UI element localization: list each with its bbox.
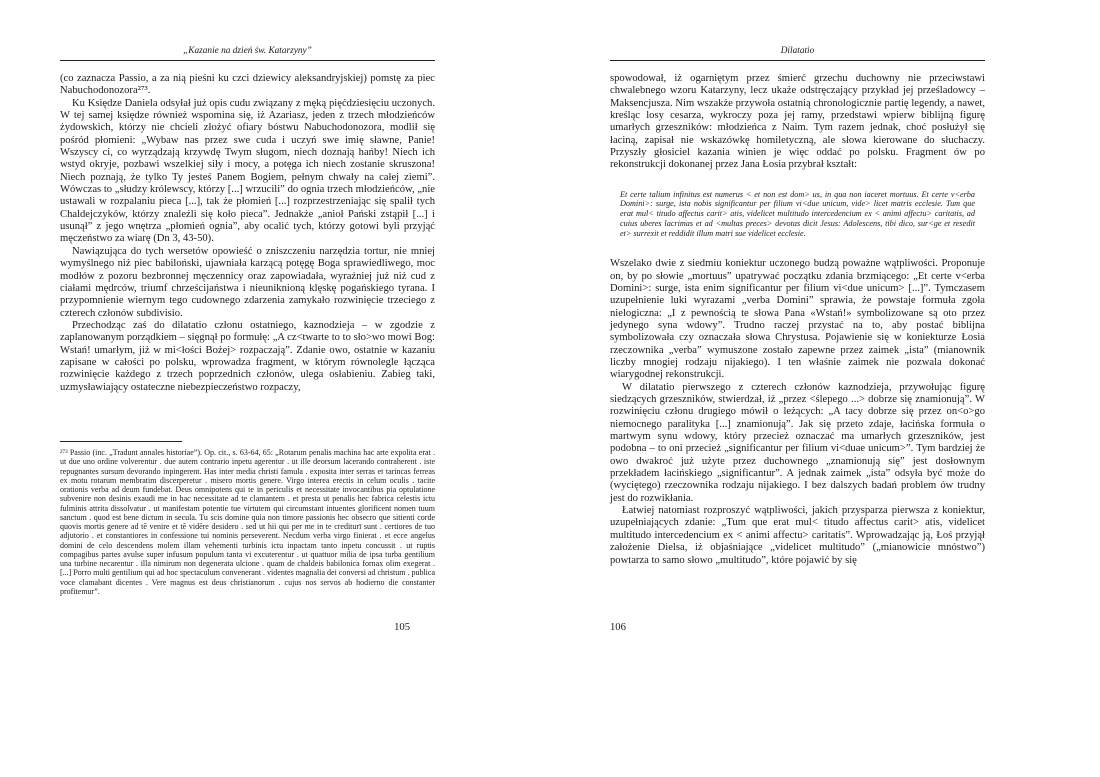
page-number: 105 — [394, 622, 410, 633]
header-rule — [60, 60, 435, 61]
right-page — [610, 0, 985, 777]
main-text — [610, 73, 985, 567]
paragraph: spowodował, iż ogarniętym przez śmierć grzechu duchowny nie przeciwstawi chwalebnego wzoru Katarzyny, lecz ukaże odstręczający przykład jej prześladowcy – Maksencjusza. Nim wszakże przywoła ostatnią chronologicznie partię legendy, a nawet, kreśląc losy cesarza, wykroczy poza jej ramy, przedstawi wpierw biblijną figurę umarłych grzeszników: młodzieńca z Naim. Tym razem jednak, choć posłużył się łaciną, zapisał nie wskazówkę homiletyczną, ale słowa kierowane do słuchaczy. Przyszły głosiciel kazania winien je więc oddać po polsku. Fragment ów po rekonstrukcji dokonanej przez Jana Łosia przybrał kształt: — [610, 73, 985, 171]
running-head: „Kazanie na dzień św. Katarzyny” — [183, 46, 312, 56]
block-quote: Et certe talium infinitus est numerus < et non est dom> us, in qua non iaceret mortuus. Et certe v<erba Domini>: surge, ista nobis significantur per filium vi<due unicum, vide> licet matris ecclesie. Tum que erat mul< titudo affectus carit> atis, videlicet multitudo intercedencium ex < animi affectu> caritatis, ad cuius uberes lacrimas et ad <multas preces> devotas dicit Jesus: Adolescens, tibi dico, sur<ge et resedit et> surrexit et reddidit illum matri sue videlicet ecclesie. — [620, 189, 975, 238]
page-number: 106 — [610, 622, 626, 633]
footnote-rule — [60, 441, 182, 442]
paragraph: Przechodząc zaś do dilatatio członu ostatniego, kaznodzieja – w zgodzie z zaplanowanym porządkiem – sięgnął po formułę: „A cz<twarte to to sło>wo mowi Bog: Wstań! umarłym, jiż w mi<łości Bożej> rozpaczają”. Zdanie owo, ostatnie w kazaniu zapisane w całości po polsku, wprowadza fragment, w którym równolegle łącząca rozwinięcie każdego z trzech poprzednich członów, ulega osłabieniu. Zabieg taki, uzmysławiający ostateczne niebezpieczeństwo rozpaczy, — [60, 319, 435, 393]
footnote — [60, 448, 435, 596]
paragraph: Wszelako dwie z siedmiu koniektur uczonego budzą poważne wątpliwości. Proponuje on, by po słowie „mortuus” upatrywać początku zdania brzmiącego: „Et certe v<erba Domini>: surge, ista enim significantur per filium vi<due unicum> [...]”. Tymczasem uzupełnienie luki wyrazami „verba Domini” sprawia, że powstaje formuła zgoła nielogiczna: „I z pewnością te słowa Pana «Wstań!» symbolizowane są oto przez jedynego syna wdowy”. Trudno raczej przystać na to, aby postać biblijna symbolizowała czy oznaczała słowa Chrystusa. Pojawienie się w koniekturze Łosia rzeczownika „verba” wymuszone zostało zapewne przez zaimek „ista” (mianownik liczby mnogiej rodzaju nijakiego). I ten właśnie zaimek nie pozwala dokonać wiarygodnej rekonstrukcji. — [610, 258, 985, 381]
paragraph: Nawiązująca do tych wersetów opowieść o zniszczeniu narzędzia tortur, nie mniej wymyślnego niż piec babiloński, ujawniała karzącą potęgę Boga sprawiedliwego, moc modłów z pozoru bezbronnej męczennicy oraz zapowiadała, wyraźniej już niż cud z ciałami mędrców, triumf chrześcijaństwa i nieuniknioną klęskę pogańskiego tyrana. I przypomnienie wiernym tego cudownego zdarzenia zamykało rozwinięcie trzeciego z czterech członów subdivisio. — [60, 245, 435, 319]
paragraph: (co zaznacza Passio, a za nią pieśni ku czci dziewicy aleksandryjskiej) pomstę za piec Nabuchodonozora²⁷³. — [60, 73, 435, 97]
paragraph: Ku Księdze Daniela odsyłał już opis cudu związany z męką pięćdziesięciu uczonych. W tej samej księdze również wspomina się, iż Azariasz, jeden z trzech młodzieńców żydowskich, którzy nie chcieli złożyć ofiary bóstwu Nabuchodonozora, modlił się pośród płomieni: „Wybaw nas przez swe cuda i uczyń swe imię sławne, Panie! Wszyscy ci, co wyrządzają krzywdę Twym sługom, niech doznają hańby! Niech ich wstyd okryje, pozbawi wszelkiej siły i mocy, a potęga ich niech zostanie skruszona! Niech poznają, że tylko Ty jesteś Panem Bogiem, pełnym chwały na całej ziemi”. Wówczas to „słudzy królewscy, którzy [...] wrzucili” do ognia trzech młodzieńców, „nie ustawali w rozpalaniu pieca [...], tak że płomień [...] rozprzestrzeniając się spalił tych Chaldejczyków, którzy znaleźli się koło pieca”. Jednakże „anioł Pański zstąpił [...] i usunął” z jego wnętrza „płomień ognia”, aby ocalić tych, którzy gotowi byli przyjąć męczeństwo za wiarę (Dn 3, 43-50). — [60, 97, 435, 245]
paragraph: Łatwiej natomiast rozproszyć wątpliwości, jakich przysparza pierwsza z koniektur, uzupełniających zdanie: „Tum que erat mul< titudo affectus carit> atis, videlicet multitudo intercedencium ex < animi affectu> caritatis”. Wprowadzając ją, Łoś przyjął założenie Dielsa, iż objaśniające „videlicet multitudo” („mianowicie mnóstwo”) powtarza to samo słowo „multitudo”, które pojawić by się — [610, 505, 985, 566]
left-page — [60, 0, 435, 777]
header-rule — [610, 60, 985, 61]
main-text — [60, 73, 435, 394]
paragraph: W dilatatio pierwszego z czterech członów kaznodzieja, przywołując figurę siedzących grzeszników, stwierdzał, iż „przez <ślepego ...> dobrze się znamionują”. W rozwinięciu członu drugiego mówił o leżących: „A tacy dobrze się przez on<o>go niemocnego paralityka [...] znamionują”. Jak się przeto zdaje, łacińska formuła o martwym synu wdowy, który przecież oznaczać ma umarłych grzeszników, jest podobna – to oni przecież „significantur per filium vi<duae unicum>”. Tym bardziej że owo dwakroć już użyte przez duchownego „znamionują się” jest dosłownym przekładem łacińskiego „significantur”. A jednak zaimek „ista” odsyła być może do (wyciętego) rzeczownika rodzaju nijakiego. I bez dalszych badań problem ów trudny jest do rozwikłania. — [610, 381, 985, 504]
footnote-text: ²⁷³ Passio (inc. „Tradunt annales historiae”). Op. cit., s. 63-64, 65: „Rotarum penalis machina hac arte expolita erat . ut due uno ordine volverentur . due autem contrario inpetu agerentur . ut ille deorsum lacerando contraherent . iste repugnantes sursum devorando inpingerent. Has inter media christi famula . exposita inter serras et tarincas ferreas ex motu rotarum membratim discerperetur . misero mortis genere. Virgo interea erectis in celum oculis . tacite orationis verba ad deum fundebat. Deus omnipotens qui te in periculis et necessitate invocantibus pia optulatione subvenire non desinis exaudi me in hac necessitate ad te clamantem . et presta ut penalis hec fabrica celestis ictu fulminis attrita dissolvatur . ut manifestam potentie tue virtutem qui circumstant intuentes glorificent nomen tuum sanctum . quod est bene dictum in secula. Tu scis domine quia non timore passionis hec obsecro que sitienti corde quovis mortis genere ad tē venire et tē vidēre desidero . sed ut hii qui per me in te crediturī sunt . certiores de tuo adjutorio . et constantiores in confessione tui nominis perseverent. Necdum verba virgo finierat . et ecce angelus domini de celo descendens molem illam vehementi turbinis ictu inpactam tanto inpetu concussit . ut ruptis compagibus partes avulse super infusum populum tanta vi excuterentur . ut quattuor milia de ipsa turba gentilium una turbine necarentur . illa nimirum non degenerata ulcione . quam de chaldeis babilonica fornax olim exegerat . [...] Porro multi gentilium qui ad hoc spectaculum convenerant . videntes magnalia dei conversi ad christum . publica voce clamabant dicentes . Vere magnus est deus christianorum . cujus nos servos ab hodierno die constanter profitemur”. — [60, 448, 436, 596]
running-head: Dilatatio — [780, 46, 815, 56]
